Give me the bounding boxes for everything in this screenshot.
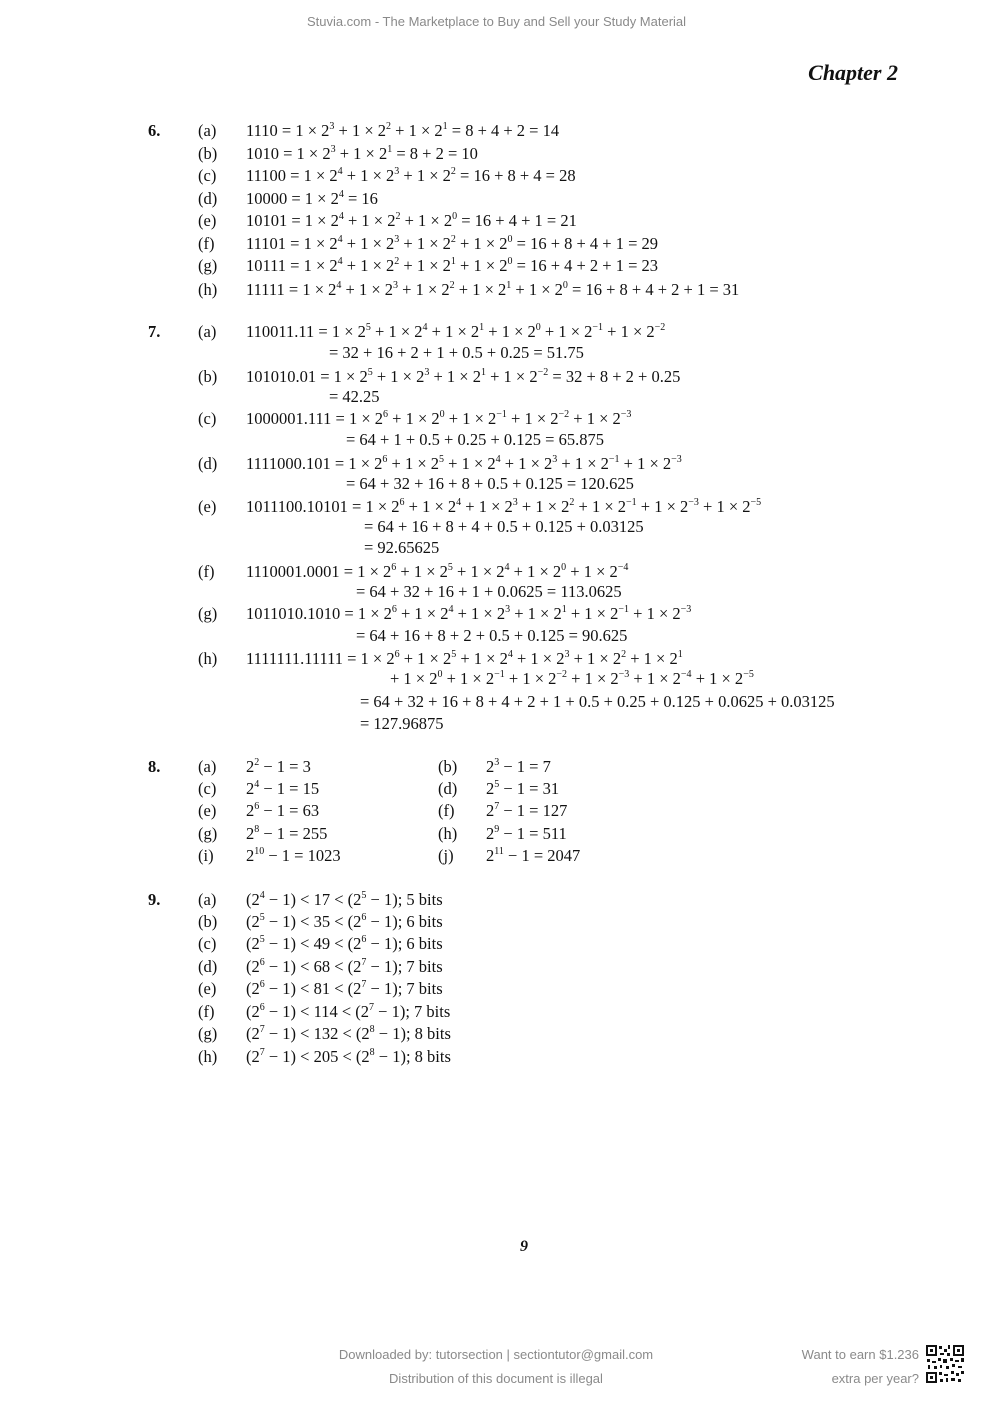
item-expression: $(2^4 - 1) < 17 < (2^5 - 1)$; 5 bits — [246, 889, 443, 909]
item-expression: $(2^5 - 1) < 49 < (2^6 - 1)$; 6 bits — [246, 933, 443, 953]
item-label: (c) — [198, 779, 217, 798]
item-label: (c) — [198, 409, 217, 428]
item-expression: $2^2 - 1 = 3$ — [246, 756, 311, 776]
distribution-notice: Distribution of this document is illegal — [389, 1371, 603, 1386]
item-label: (b) — [198, 144, 218, 163]
item-expression: $(2^5 - 1) < 35 < (2^6 - 1)$; 6 bits — [246, 911, 443, 931]
item-expression: $(2^6 - 1) < 68 < (2^7 - 1)$; 7 bits — [246, 956, 443, 976]
item-label: (g) — [198, 604, 218, 623]
problem-number: 8. — [148, 757, 161, 776]
item-expression: $2^3 - 1 = 7$ — [486, 756, 551, 776]
item-label: (e) — [198, 497, 217, 516]
item-label: (c) — [198, 934, 217, 953]
item-label: (d) — [438, 779, 458, 798]
item-expression: $2^{11} - 1 = 2047$ — [486, 845, 581, 865]
earn-promo-line2[interactable]: extra per year? — [831, 1371, 919, 1386]
problem-number: 6. — [148, 121, 161, 140]
item-label: (d) — [198, 189, 218, 208]
item-expression: $1111111.11111 = 1 \times 2^6 + 1 \times 2^5 + 1 \times 2^4 + 1 \times 2^3 + 1 \times 2^2 + 1 \times 2^1$ — [246, 648, 683, 668]
item-expression: $11101 = 1 \times 2^4 + 1 \times 2^3 + 1 \times 2^2 + 1 \times 2^0 = 16 + 8 + 4 + 1 = 29$ — [246, 233, 659, 253]
item-label: (c) — [198, 166, 217, 185]
item-label: (f) — [438, 801, 455, 820]
problem-8-row — [0, 779, 993, 799]
item-label: (h) — [438, 824, 458, 843]
item-label: (e) — [198, 211, 217, 230]
item-expression: $2^7 - 1 = 127$ — [486, 800, 568, 820]
item-expression: $2^8 - 1 = 255$ — [246, 823, 328, 843]
problem-7-f — [0, 562, 993, 582]
item-label: (h) — [198, 1047, 218, 1066]
item-expression: $2^4 - 1 = 15$ — [246, 778, 320, 798]
problem-8-row — [0, 846, 993, 866]
problem-7-a-continuation: = 32 + 16 + 2 + 1 + 0.5 + 0.25 = 51.75 — [329, 343, 584, 362]
item-label: (d) — [198, 454, 218, 473]
problem-7-e-continuation: = 92.65625 — [364, 538, 440, 557]
problem-6-h — [0, 280, 993, 300]
item-label: (f) — [198, 1002, 215, 1021]
earn-promo-line1[interactable]: Want to earn $1.236 — [801, 1347, 919, 1362]
item-label: (g) — [198, 256, 218, 275]
problem-7-f-continuation: = 64 + 32 + 16 + 1 + 0.0625 = 113.0625 — [356, 582, 622, 601]
problem-9-d — [0, 957, 993, 977]
problem-7-d-continuation: = 64 + 32 + 16 + 8 + 0.5 + 0.125 = 120.625 — [346, 474, 634, 493]
problem-7-h-continuation: + $1 \times 2^0 + 1 \times 2^{-1} + 1 \times 2^{-2} + 1 \times 2^{-3} + 1 \times 2^{-4} + 1 \times 2^{-5}$ — [390, 668, 754, 688]
problem-9-c — [0, 934, 993, 954]
item-expression: $1000001.111 = 1 \times 2^6 + 1 \times 2^0 + 1 \times 2^{-1} + 1 \times 2^{-2} + 1 \times 2^{-3}$ — [246, 408, 632, 428]
item-expression: $10101 = 1 \times 2^4 + 1 \times 2^2 + 1 \times 2^0 = 16 + 4 + 1 = 21$ — [246, 210, 577, 230]
item-label: (f) — [198, 562, 215, 581]
problem-number: 9. — [148, 890, 161, 909]
problem-7-a — [0, 322, 993, 342]
problem-7-b — [0, 367, 993, 387]
item-expression: $2^9 - 1 = 511$ — [486, 823, 567, 843]
problem-9-h — [0, 1047, 993, 1067]
page-number: 9 — [520, 1238, 528, 1255]
problem-7-h-continuation: = 64 + 32 + 16 + 8 + 4 + 2 + 1 + 0.5 + 0.25 + 0.125 + 0.0625 + 0.03125 — [360, 692, 835, 711]
problem-7-h-continuation: = 127.96875 — [360, 714, 444, 733]
item-label: (a) — [198, 757, 217, 776]
item-label: (a) — [198, 322, 217, 341]
item-label: (d) — [198, 957, 218, 976]
item-expression: $10000 = 1 \times 2^4 = 16$ — [246, 188, 378, 208]
item-label: (h) — [198, 280, 218, 299]
site-header[interactable]: Stuvia.com - The Marketplace to Buy and Sell your Study Material — [306, 14, 687, 29]
problem-9-f — [0, 1002, 993, 1022]
problem-8-row — [0, 824, 993, 844]
item-expression: $1111000.101 = 1 \times 2^6 + 1 \times 2^5 + 1 \times 2^4 + 1 \times 2^3 + 1 \times 2^{-1} + 1 \times 2^{-3}$ — [246, 453, 682, 473]
item-expression: $10111 = 1 \times 2^4 + 1 \times 2^2 + 1 \times 2^1 + 1 \times 2^0 = 16 + 4 + 2 + 1 = 23$ — [246, 255, 659, 275]
problem-7-h — [0, 649, 993, 669]
problem-8-row — [0, 757, 993, 777]
problem-6-b — [0, 144, 993, 164]
problem-9-e — [0, 979, 993, 999]
problem-7-g-continuation: = 64 + 16 + 8 + 2 + 0.5 + 0.125 = 90.625 — [356, 626, 628, 645]
item-expression: $101010.01 = 1 \times 2^5 + 1 \times 2^3 + 1 \times 2^1 + 1 \times 2^{-2} = 32 + 8 + 2 + 0.25$ — [246, 366, 681, 386]
item-label: (b) — [438, 757, 458, 776]
item-expression: $(2^7 - 1) < 205 < (2^8 - 1)$; 8 bits — [246, 1046, 451, 1066]
item-expression: $1110 = 1 \times 2^3 + 1 \times 2^2 + 1 \times 2^1 = 8 + 4 + 2 = 14$ — [246, 120, 560, 140]
problem-7-e — [0, 497, 993, 517]
item-expression: $(2^6 - 1) < 114 < (2^7 - 1)$; 7 bits — [246, 1001, 451, 1021]
problem-6-f — [0, 234, 993, 254]
item-label: (g) — [198, 1024, 218, 1043]
problem-9-g — [0, 1024, 993, 1044]
item-expression: $1110001.0001 = 1 \times 2^6 + 1 \times 2^5 + 1 \times 2^4 + 1 \times 2^0 + 1 \times 2^{-4}$ — [246, 561, 629, 581]
item-expression: $2^6 - 1 = 63$ — [246, 800, 320, 820]
item-label: (b) — [198, 912, 218, 931]
item-expression: $1011010.1010 = 1 \times 2^6 + 1 \times 2^4 + 1 \times 2^3 + 1 \times 2^1 + 1 \times 2^{-1} + 1 \times 2^{-3}$ — [246, 603, 692, 623]
item-expression: $1010 = 1 \times 2^3 + 1 \times 2^1 = 8 + 2 = 10$ — [246, 143, 478, 163]
item-expression: $(2^7 - 1) < 132 < (2^8 - 1)$; 8 bits — [246, 1023, 451, 1043]
item-label: (e) — [198, 979, 217, 998]
item-label: (j) — [438, 846, 454, 865]
item-label: (f) — [198, 234, 215, 253]
problem-9-a — [0, 890, 993, 910]
item-expression: $2^5 - 1 = 31$ — [486, 778, 560, 798]
item-expression: $2^{10} - 1 = 1023$ — [246, 845, 341, 865]
item-label: (g) — [198, 824, 218, 843]
problem-9-b — [0, 912, 993, 932]
item-expression: $11100 = 1 \times 2^4 + 1 \times 2^3 + 1 \times 2^2 = 16 + 8 + 4 = 28$ — [246, 165, 576, 185]
item-expression: $1011100.10101 = 1 \times 2^6 + 1 \times 2^4 + 1 \times 2^3 + 1 \times 2^2 + 1 \times 2^{-1} + 1 \times 2^{-3} + 1 \times 2^{-5}$ — [246, 496, 762, 516]
problem-7-d — [0, 454, 993, 474]
item-label: (e) — [198, 801, 217, 820]
item-expression: $11111 = 1 \times 2^4 + 1 \times 2^3 + 1 \times 2^2 + 1 \times 2^1 + 1 \times 2^0 = 16 + 8 + 4 + 2 + 1 = 31$ — [246, 279, 740, 299]
item-label: (a) — [198, 121, 217, 140]
problem-6-g — [0, 256, 993, 276]
qr-code-icon[interactable] — [925, 1344, 965, 1384]
problem-7-b-continuation: = 42.25 — [329, 387, 380, 406]
downloaded-by-text: Downloaded by: tutorsection | sectiontutor@gmail.com — [338, 1347, 654, 1362]
problem-6-a — [0, 121, 993, 141]
chapter-title: Chapter 2 — [808, 60, 898, 85]
problem-7-g — [0, 604, 993, 624]
problem-7-c-continuation: = 64 + 1 + 0.5 + 0.25 + 0.125 = 65.875 — [346, 430, 604, 449]
problem-6-c — [0, 166, 993, 186]
problem-number: 7. — [148, 322, 161, 341]
item-expression: $110011.11 = 1 \times 2^5 + 1 \times 2^4 + 1 \times 2^1 + 1 \times 2^0 + 1 \times 2^{-1} + 1 \times 2^{-2}$ — [246, 321, 666, 341]
problem-7-c — [0, 409, 993, 429]
problem-6-d — [0, 189, 993, 209]
item-label: (i) — [198, 846, 214, 865]
item-label: (a) — [198, 890, 217, 909]
item-label: (b) — [198, 367, 218, 386]
problem-6-e — [0, 211, 993, 231]
item-label: (h) — [198, 649, 218, 668]
problem-7-e-continuation: = 64 + 16 + 8 + 4 + 0.5 + 0.125 + 0.03125 — [364, 517, 644, 536]
item-expression: $(2^6 - 1) < 81 < (2^7 - 1)$; 7 bits — [246, 978, 443, 998]
problem-8-row — [0, 801, 993, 821]
